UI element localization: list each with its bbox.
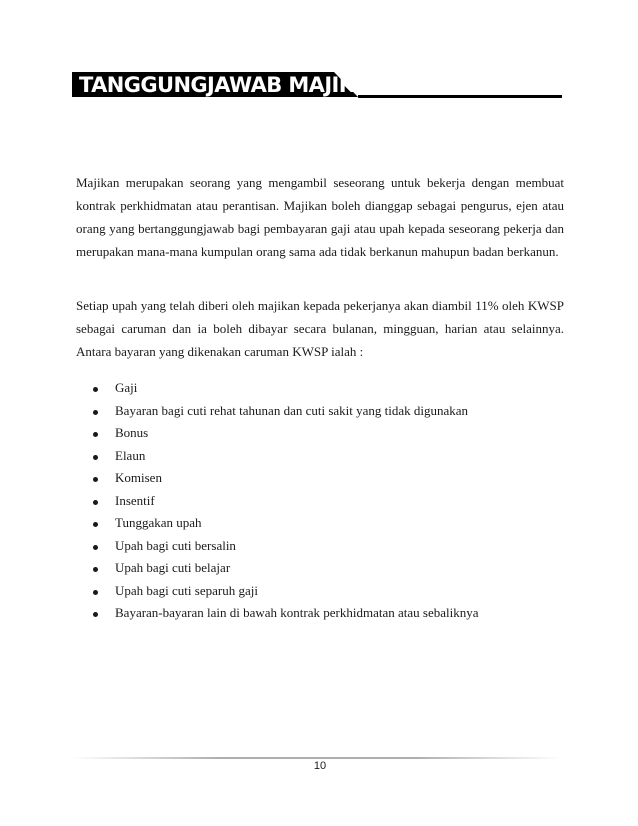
contribution-list	[76, 377, 556, 625]
list-item-label: Upah bagi cuti belajar	[115, 560, 231, 575]
paragraph-employer-definition: Majikan merupakan seorang yang mengambil seseorang untuk bekerja dengan membuat kontrak perkhidmatan atau perantisan. Majikan boleh dianggap sebagai pengurus, ejen atau orang yang bertanggungjawab bagi pembayaran gaji atau upah kepada seseorang pekerja dan merupakan mana-mana kumpulan orang sama ada tidak berkanun mahupun badan berkanun.	[76, 175, 564, 259]
list-item-label: Tunggakan upah	[115, 515, 202, 530]
bullet-icon	[93, 477, 98, 482]
list-item	[76, 445, 556, 468]
list-item-label: Komisen	[115, 470, 162, 485]
section-heading-bar	[72, 70, 562, 100]
list-item	[76, 602, 556, 625]
bullet-icon	[93, 567, 98, 572]
bullet-icon	[93, 590, 98, 595]
page-title: TANGGUNGJAWAB MAJIKAN	[79, 73, 388, 97]
footer-divider	[72, 757, 562, 759]
list-item-label: Gaji	[115, 380, 138, 395]
bullet-icon	[93, 410, 98, 415]
bullet-icon	[93, 545, 98, 550]
list-item	[76, 557, 556, 580]
paragraph-kwsp-contribution: Setiap upah yang telah diberi oleh majikan kepada pekerjanya akan diambil 11% oleh KWSP sebagai caruman dan ia boleh dibayar secara bulanan, mingguan, harian atau selainnya. Antara bayaran yang dikenakan caruman KWSP ialah :	[76, 298, 564, 359]
bullet-icon	[93, 455, 98, 460]
list-item-label: Bayaran-bayaran lain di bawah kontrak perkhidmatan atau sebaliknya	[115, 605, 479, 620]
bullet-icon	[93, 522, 98, 527]
list-item	[76, 535, 556, 558]
list-item-label: Elaun	[115, 447, 146, 463]
list-item-label: Bayaran bagi cuti rehat tahunan dan cuti sakit yang tidak digunakan	[115, 402, 469, 418]
list-item-label: Upah bagi cuti separuh gaji	[115, 582, 258, 598]
list-item-label: Insentif	[115, 492, 155, 508]
list-item	[76, 377, 556, 400]
list-item	[76, 400, 556, 423]
bullet-icon	[93, 500, 98, 505]
list-item	[76, 512, 556, 535]
bullet-icon	[93, 432, 98, 437]
list-item	[76, 580, 556, 603]
list-item	[76, 467, 556, 490]
list-item	[76, 422, 556, 445]
list-item	[76, 490, 556, 513]
bullet-icon	[93, 612, 98, 617]
list-item-label: Bonus	[115, 425, 149, 440]
bullet-icon	[93, 387, 98, 392]
page-number: 10	[313, 760, 327, 772]
list-item-label: Upah bagi cuti bersalin	[115, 537, 236, 553]
